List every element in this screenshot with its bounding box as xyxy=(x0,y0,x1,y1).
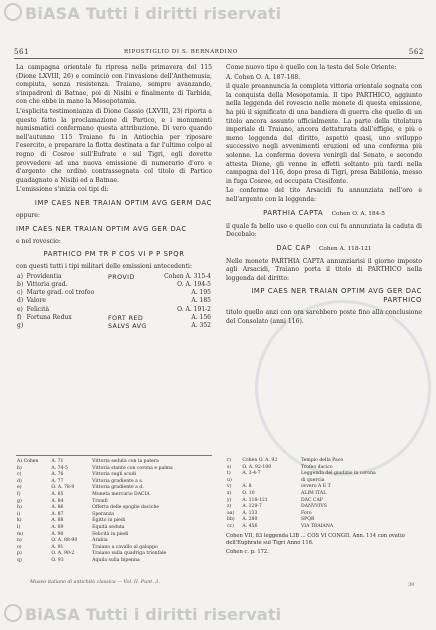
paragraph: con questi tutti i tipi militari delle emissioni antecedenti: xyxy=(16,263,193,271)
coin-legend: PARTHICO PM TR P COS VI P P SPQR xyxy=(43,250,185,259)
footnote-text: Cohen c. p. 172. xyxy=(226,548,269,555)
table-cell: O. A. 88-90 xyxy=(51,538,78,544)
table-cell: Speranza xyxy=(92,511,115,517)
table-cell: v) xyxy=(227,484,232,490)
table-cell: A. 88 xyxy=(51,518,64,524)
table-row xyxy=(16,538,212,545)
table-row xyxy=(226,504,422,511)
table-cell: di quercia xyxy=(300,477,325,483)
footnote-table-right xyxy=(226,458,422,556)
list-item: g) SALVS AVG A. 352 xyxy=(17,321,211,330)
table-cell: Vittoria seduta con la patera xyxy=(92,459,159,464)
table-cell: e) xyxy=(17,485,22,491)
table-cell: A. 118-121 xyxy=(242,497,268,503)
table-cell: q) xyxy=(17,557,22,563)
table-cell: DANVVIVS xyxy=(300,504,327,510)
table-cell: A) Cohen xyxy=(17,459,39,464)
table-row xyxy=(16,459,212,466)
coin-legend: IMP CAES NER TRAIAN OPTIM AVG GER DAC PARTHICO xyxy=(251,287,422,305)
table-cell: y) xyxy=(227,497,232,503)
table-row xyxy=(226,458,422,465)
table-cell: A. 77 xyxy=(51,478,64,484)
table-row xyxy=(226,491,422,498)
footnote-text: Cohen VII, 83 leggenda LIB ... COS VI CONGII. Ann. 114 con ovatio dell'Euphrate sul Tigri Anno 116. xyxy=(226,532,405,546)
table-cell: O. 93 xyxy=(51,557,64,563)
table-cell: Offerta delle spoglie daciche xyxy=(92,505,160,511)
table-row xyxy=(16,558,212,565)
right-column xyxy=(226,64,422,328)
table-cell: b) xyxy=(17,465,22,471)
paragraph: Nelle monete PARTHIA CAPTA annunziarisi il giorno imposto agli Arsacidi, Traiano porta il titolo di PARTHICO nella leggenda del diritto: xyxy=(226,257,422,282)
paragraph: e nel rovescio: xyxy=(16,237,61,245)
table-cell: A. 129-7 xyxy=(242,504,262,510)
paragraph: oppure: xyxy=(16,211,40,219)
watermark-logo-icon xyxy=(4,3,22,21)
header-rule xyxy=(14,58,424,59)
table-cell: o) xyxy=(17,544,22,550)
coin-legend: IMP CAES NER TRAIAN OPTIM AVG GERM DAC xyxy=(34,198,212,207)
table-cell: Vittoria gradiente a s. xyxy=(92,478,144,484)
coin-legend: PARTHIA CAPTA Cohen O. A. 184-5 xyxy=(263,208,385,217)
section-rule xyxy=(16,455,212,456)
table-cell: g) xyxy=(17,498,22,504)
table-cell: Vittoria sugli scudi xyxy=(92,472,137,478)
table-cell: f) xyxy=(17,491,21,497)
paragraph: L'esplicita testimonianza di Dione Cassio (LXVIII, 23) riporta a questo fatto la proclamazione di Partico, e i monumenti numismatici confermano questa attribuzione. Di vero quando nell'autunno 115 Traiano fu in Antiochia per riposare l'esercito, e preparare la flotta destinata a far l'ultimo colpo al regno di Cosroe sull'Eufrate e sul Tigri, egli dovette provvedere ad una nuova emissione di numerario d'oro e d'argento che ordinò contrassegnata col titolo di Partico guadagnato a Nisibi ed a Batnae. xyxy=(16,107,212,184)
table-cell: A. 8 xyxy=(242,484,252,490)
table-row xyxy=(226,517,422,524)
page-number-right: 562 xyxy=(408,48,424,56)
table-row xyxy=(16,485,212,492)
table-cell: Vittoria gradiente a d. xyxy=(92,485,144,491)
table-cell: A. 71 xyxy=(51,459,64,464)
table-cell: A. 91 xyxy=(51,544,64,550)
signature-mark: 39 xyxy=(408,583,414,588)
table-cell: A. 74-5 xyxy=(51,465,68,471)
table-cell: Arabia xyxy=(92,538,108,544)
table-cell: A. 85 xyxy=(51,491,64,497)
paragraph: Le conferme del tito Arsacidi fu annunziata nell'oro e nell'argento con la leggenda: xyxy=(226,187,422,203)
table-cell: Aquila sulla bipenna xyxy=(92,557,140,563)
table-cell: h) xyxy=(17,505,22,511)
list-item: c) Marte grad. col trofeo A. 195 xyxy=(17,289,211,297)
table-row xyxy=(16,505,212,512)
table-cell: bb) xyxy=(227,517,235,523)
watermark-text: BiASA Tutti i diritti riservati xyxy=(25,605,282,624)
table-row xyxy=(226,484,422,491)
coin-type-list xyxy=(16,273,212,330)
table-cell: A. 133 xyxy=(242,510,258,516)
table-cell: Trionfi xyxy=(92,498,108,504)
table-cell: i) xyxy=(17,511,21,517)
table-cell: O. A. 92-100 xyxy=(242,464,272,470)
table-cell: Foro xyxy=(300,510,312,516)
coin-reference-table xyxy=(16,459,212,565)
table-cell: O. A. 78-9 xyxy=(51,485,75,491)
table-cell: Leggenda del giudizio in corona xyxy=(300,471,376,477)
watermark-logo-icon xyxy=(4,604,22,622)
paragraph: La campagna orientale fu ripresa nella primavera del 115 (Dione LXVIII, 26) e cominciò con l'invasione dell'Anthemusia, compiuta, senza resistenza. Traiano, sempre avanzando, s'impadronì di Batnae, poi di Nisibi e finalmente di Tarbida, con che ebbe in mano la Mesopotamia. xyxy=(16,64,212,106)
coin-legend: DAC CAP Cohen A. 118-121 xyxy=(276,243,372,252)
table-cell: c) xyxy=(17,472,22,478)
running-title: RIPOSTIGLIO DI S. BERNARDINO xyxy=(124,49,238,55)
table-cell: Felicità in piedi xyxy=(92,531,129,537)
table-cell: A. 456 xyxy=(242,523,258,529)
table-cell: ALIM ITAL xyxy=(300,490,327,496)
table-row xyxy=(16,532,212,539)
coin-legend: IMP CAES NER TRAIAN OPTIM AVG GER DAC xyxy=(16,224,187,233)
table-cell: O. A. 90-2 xyxy=(51,551,75,557)
table-cell: aa) xyxy=(227,510,235,516)
table-row xyxy=(16,518,212,525)
table-cell: k) xyxy=(17,518,22,524)
page-number-left: 561 xyxy=(14,48,30,56)
table-cell: SPQR xyxy=(300,517,315,523)
table-cell: A. 84 xyxy=(51,498,64,504)
table-cell: ovvero A E T xyxy=(300,484,331,490)
list-item: d) Valore A. 185 xyxy=(17,297,211,305)
page-header xyxy=(14,48,424,58)
table-cell: m) xyxy=(17,531,24,537)
table-cell: l) xyxy=(17,524,21,530)
table-cell: Tempio della Pace xyxy=(300,458,344,463)
table-cell: A. 89 xyxy=(51,524,64,530)
list-item: f) Fortuna Redux FORT RED A. 156 xyxy=(17,313,211,322)
table-cell: DAC CAP xyxy=(300,497,323,503)
table-cell: A. 86 xyxy=(51,505,64,511)
list-item: b) Vittoria grad. O. A. 194-5 xyxy=(17,280,211,288)
left-column xyxy=(16,64,212,330)
table-cell: A. 280 xyxy=(242,517,258,523)
table-cell: Trofeo dacico xyxy=(300,464,333,470)
watermark-top xyxy=(4,3,281,23)
table-cell: A. 76 xyxy=(51,472,64,478)
table-row xyxy=(226,524,422,531)
paragraph: Come nuovo tipo è quello con la testa del Sole Oriente: xyxy=(226,64,397,71)
table-row xyxy=(16,472,212,479)
list-item: a) Providentia PROVID Cohen A. 315-4 xyxy=(17,272,211,281)
table-row xyxy=(16,525,212,532)
table-cell: z) xyxy=(227,504,232,510)
table-cell: d) xyxy=(17,478,22,484)
table-cell: Egitto in piedi xyxy=(92,518,126,524)
list-item: e) Felicità O. A. 191-2 xyxy=(17,305,211,313)
watermark-text: BiASA Tutti i diritti riservati xyxy=(25,4,282,23)
footnote-table-left xyxy=(16,452,212,565)
paragraph: il quale fa bello uso e quello con cui fu annunziata la caduta di Decebalo: xyxy=(226,222,422,239)
table-cell: Traiano a cavallo al galoppo xyxy=(92,544,158,550)
table-row xyxy=(226,471,422,478)
table-cell: s) xyxy=(227,464,232,470)
table-cell: u) xyxy=(227,477,232,483)
coin-reference-table xyxy=(226,458,422,531)
table-row xyxy=(16,492,212,499)
watermark-bottom xyxy=(4,604,281,624)
table-cell: n) xyxy=(17,538,22,544)
paragraph: L'emissione s'inizia coi tipi di: xyxy=(16,186,109,194)
reference: A. Cohen O. A. 187-188. xyxy=(226,73,301,81)
journal-footnote: Museo italiano di antichità classica — Vol. II. Punt. 3. xyxy=(30,580,160,585)
table-cell: VIA TRAIANA xyxy=(300,523,334,529)
table-cell: A. 87 xyxy=(51,511,64,517)
table-cell: A. 3-4-7 xyxy=(242,471,261,477)
table-cell: p) xyxy=(17,551,22,557)
table-row xyxy=(16,551,212,558)
table-cell: Vittoria stante con corona e palma xyxy=(92,465,173,471)
table-cell: Moneta mercurio DACIA xyxy=(92,491,150,497)
table-cell: A. 90 xyxy=(51,531,64,537)
table-cell: x) xyxy=(227,490,232,496)
table-cell: O. 10 xyxy=(242,490,255,496)
table-cell: t) xyxy=(227,471,231,477)
table-cell: Equità seduta xyxy=(92,524,125,530)
table-cell: Cohen O. A. 92 xyxy=(242,458,278,463)
paragraph: titolo quello anzi con ora sarebbero poste fino alla conclusione del Consolato (anni 116). xyxy=(226,309,422,326)
table-cell: Traiano sulla quadriga trionfale xyxy=(92,551,167,557)
table-cell: r) xyxy=(227,458,231,463)
table-cell: cc) xyxy=(227,523,234,529)
paragraph: il quale preannuncia la completa vittoria orientale sognata con la conquista della Mesopotamia. Il tipo PARTHICO, aggiunto nella leggenda del rovescio nelle monete di questa emissione, ha più il significato di una bandiera di guerra che quello di un titolo ancora assunto ufficialmente. La parte della titolatura imperiale di Traiano, ancora dettaturata dall'effigie, e più o meno leggenda del diritto, aspettò quasi, uno sviluppo successivo negli avvenimenti eruzioni ed una conferma più solenne. La conferma doveva venirgli dal Senato, e secondo attesta Dione, gli venne in effetti soltanto più tardi nella campagna del 116, dopo presa di Tigri, presa Babilonia, messo in fuga Cosroe, ed occupata Ctesifonte. xyxy=(226,83,422,185)
